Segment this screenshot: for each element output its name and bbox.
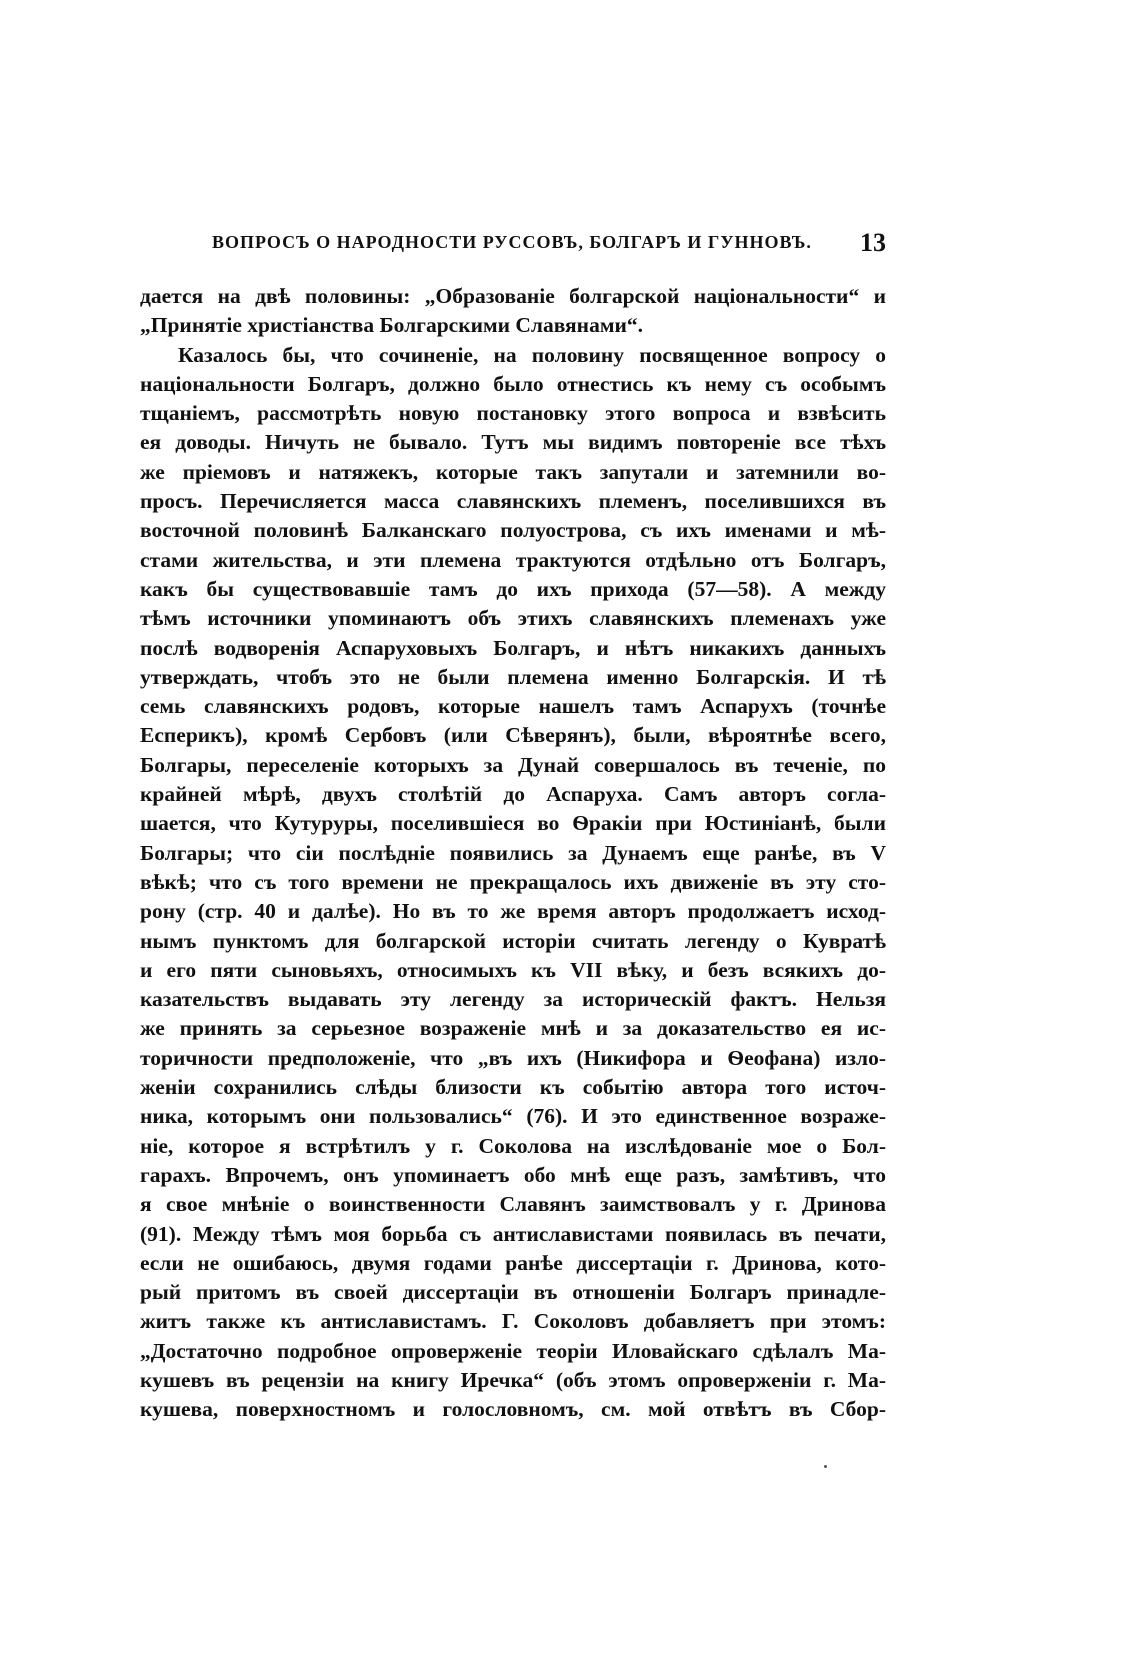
text-line: житъ также къ антиславистамъ. Г. Соколовъ добавляетъ при этомъ: — [140, 1309, 886, 1334]
text-line: утверждать, чтобъ это не были племена именно Болгарскія. И тѣ — [140, 664, 886, 689]
text-line: Казалось бы, что сочиненіе, на половину посвященное вопросу о — [178, 342, 886, 367]
page-number: 13 — [860, 228, 886, 257]
text-line: ника, которымъ они пользовались“ (76). И это единственное возраже- — [140, 1104, 886, 1129]
text-line: же пріемовъ и натяжекъ, которые такъ запутали и затемнили во- — [140, 459, 886, 484]
text-line: тѣмъ источники упоминаютъ объ этихъ славянскихъ племенахъ уже — [140, 606, 886, 631]
text-line: вѣкѣ; что съ того времени не прекращалось ихъ движеніе въ эту сто- — [140, 869, 886, 894]
text-line: Есперикъ), кромѣ Сербовъ (или Сѣверянъ), были, вѣроятнѣе всего, — [140, 723, 886, 748]
text-line: кушева, поверхностномъ и голословномъ, см. мой отвѣтъ въ Сбор- — [140, 1397, 886, 1422]
text-line: шается, что Кутуруры, поселившіеся во Ѳракіи при Юстиніанѣ, были — [140, 811, 886, 836]
text-line: (91). Между тѣмъ моя борьба съ антиславистами появилась въ печати, — [140, 1221, 886, 1246]
text-line: рону (стр. 40 и далѣе). Но въ то же время авторъ продолжаетъ исход- — [140, 899, 886, 924]
text-line: просъ. Перечисляется масса славянскихъ племенъ, поселившихся въ — [140, 489, 886, 514]
running-header — [140, 228, 886, 258]
print-speck — [824, 1465, 827, 1468]
text-line: дается на двѣ половины: „Образованіе болгарской національности“ и — [140, 284, 886, 308]
text-line: восточной половинѣ Балканскаго полуострова, съ ихъ именами и мѣ- — [140, 518, 886, 543]
text-line: крайней мѣрѣ, двухъ столѣтій до Аспаруха. Самъ авторъ согла- — [140, 782, 886, 807]
text-line: же принять за серьезное возраженіе мнѣ и за доказательство ея ис- — [140, 1016, 886, 1041]
text-line: „Достаточно подробное опроверженіе теоріи Иловайскаго сдѣлалъ Ма- — [140, 1338, 886, 1363]
text-line: послѣ водворенія Аспаруховыхъ Болгаръ, и нѣтъ никакихъ данныхъ — [140, 635, 886, 660]
text-line: ея доводы. Ничуть не бывало. Тутъ мы видимъ повтореніе все тѣхъ — [140, 430, 886, 455]
text-line: Болгары, переселеніе которыхъ за Дунай совершалось въ теченіе, по — [140, 752, 886, 777]
text-line: семь славянскихъ родовъ, которые нашелъ тамъ Аспарухъ (точнѣе — [140, 694, 886, 719]
text-line: какъ бы существовавшіе тамъ до ихъ прихода (57—58). А между — [140, 576, 886, 601]
text-line: національности Болгаръ, должно было отнестись къ нему съ особымъ — [140, 371, 886, 396]
text-line: тщаніемъ, рассмотрѣть новую постановку этого вопроса и взвѣсить — [140, 401, 886, 426]
text-line: „Принятіе христіанства Болгарскими Славянами“. — [140, 313, 643, 338]
text-line: женіи сохранились слѣды близости къ событію автора того источ- — [140, 1075, 886, 1100]
text-line: Болгары; что сіи послѣдніе появились за Дунаемъ еще ранѣе, въ V — [140, 840, 886, 865]
text-line: нымъ пунктомъ для болгарской исторіи считать легенду о Кувратѣ — [140, 928, 886, 953]
body-text — [140, 282, 886, 1425]
text-line: и его пяти сыновьяхъ, относимыхъ къ VII вѣку, и безъ всякихъ до- — [140, 957, 886, 982]
text-line: кушевъ въ рецензіи на книгу Иречка“ (объ этомъ опроверженіи г. Ма- — [140, 1367, 886, 1392]
text-line: если не ошибаюсь, двумя годами ранѣе диссертаціи г. Дринова, кото- — [140, 1250, 886, 1275]
text-line: рый притомъ въ своей диссертаціи въ отношеніи Болгаръ принадле- — [140, 1280, 886, 1305]
text-line: я свое мнѣніе о воинственности Славянъ заимствовалъ у г. Дринова — [140, 1192, 886, 1217]
running-title: ВОПРОСЪ О НАРОДНОСТИ РУССОВЪ, БОЛГАРЪ И ГУННОВЪ. — [212, 232, 812, 252]
text-line: ніе, которое я встрѣтилъ у г. Соколова на изслѣдованіе мое о Бол- — [140, 1133, 886, 1158]
text-line: гарахъ. Впрочемъ, онъ упоминаетъ обо мнѣ еще разъ, замѣтивъ, что — [140, 1162, 886, 1187]
text-line: стами жительства, и эти племена трактуются отдѣльно отъ Болгаръ, — [140, 547, 886, 572]
text-line: казательствъ выдавать эту легенду за историческій фактъ. Нельзя — [140, 987, 886, 1012]
text-line: торичности предположеніе, что „въ ихъ (Никифора и Ѳеофана) изло- — [140, 1045, 886, 1070]
